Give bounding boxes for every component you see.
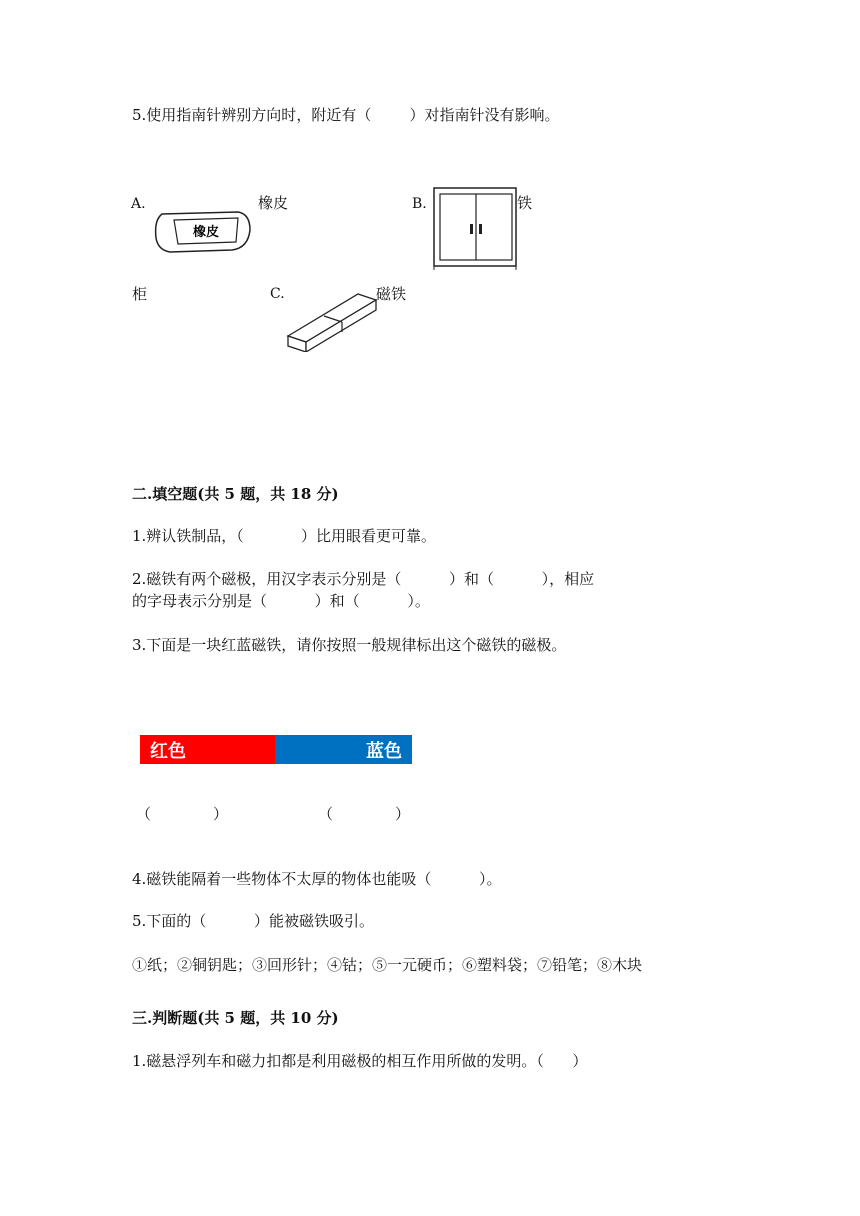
s2-q5: 5.下面的（ ）能被磁铁吸引。 [132, 912, 374, 930]
cabinet-image [430, 186, 520, 270]
q5-question: 5.使用指南针辨别方向时，附近有（ ）对指南针没有影响。 [132, 106, 560, 124]
eraser-image [152, 206, 252, 256]
s2-q5-items: ①纸；②铜钥匙；③回形针；④钴；⑤一元硬币；⑥塑料袋；⑦铅笔；⑧木块 [132, 956, 643, 974]
red-blue-magnet [140, 735, 412, 764]
s3-q1: 1.磁悬浮列车和磁力扣都是利用磁极的相互作用所做的发明。（ ） [132, 1052, 588, 1070]
blank-left: （ ） [136, 805, 228, 823]
eraser-print: 橡皮 [192, 225, 220, 240]
s2-q4: 4.磁铁能隔着一些物体不太厚的物体也能吸（ ）。 [132, 870, 502, 888]
option-b-label: B. [412, 196, 427, 212]
magnet-bar-image [284, 286, 380, 352]
option-c-label: C. [270, 286, 285, 302]
s2-q2-line1: 2.磁铁有两个磁极，用汉字表示分别是（ ）和（ ），相应 [132, 570, 595, 588]
option-c-text: 磁铁 [376, 285, 407, 303]
option-b-text-2: 柜 [132, 285, 148, 303]
section2-heading: 二.填空题(共 5 题，共 18 分) [132, 485, 339, 503]
magnet-red-half: 红色 [140, 735, 275, 764]
option-b-text-1: 铁 [517, 194, 533, 212]
s2-q2-line2: 的字母表示分别是（ ）和（ ）。 [132, 592, 430, 610]
section3-heading: 三.判断题(共 5 题，共 10 分) [132, 1009, 339, 1027]
option-a-text: 橡皮 [258, 194, 289, 212]
blank-right: （ ） [318, 805, 410, 823]
magnet-blue-half: 蓝色 [275, 735, 412, 764]
option-a-label: A. [131, 196, 146, 212]
s2-q1: 1.辨认铁制品，（ ）比用眼看更可靠。 [132, 527, 437, 545]
s2-q3: 3.下面是一块红蓝磁铁，请你按照一般规律标出这个磁铁的磁极。 [132, 636, 567, 654]
